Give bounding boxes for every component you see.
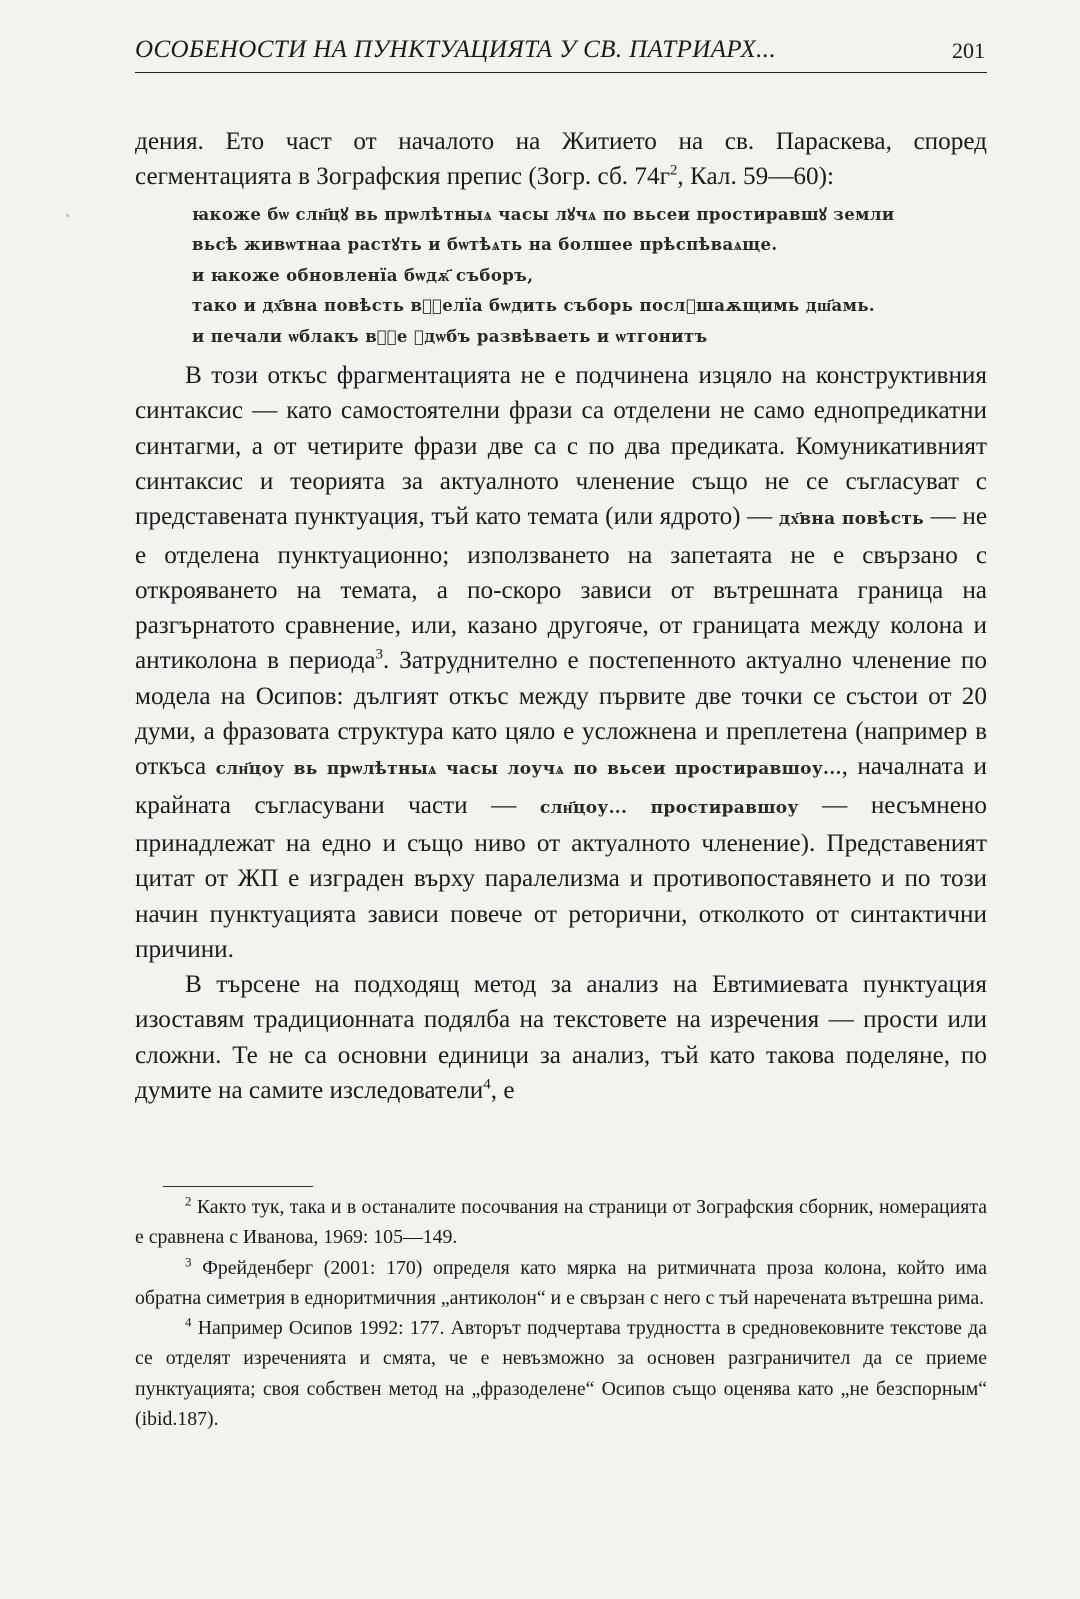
intro-paragraph: дения. Ето част от началото на Житието на св. Параскева, според сегментацията в Зографския препис (Зогр. сб. $74г^2$, Кал. 59—60): [135, 128, 987, 191]
quote-line-4: тако и дх҃вна повѣсть вⷭ҇елїа бѡдить съборь послꙋшаѫщимь дш҃амь. [192, 296, 876, 316]
footnote-3: $^3$ Фрейденберг (2001: 170) определя като мярка на ритмичната проза колона, който има обратна симетрия в едноритмичния „антиколон“ и е свързан с него с тъй наречената вътрешна рима. [135, 1254, 987, 1309]
running-title: ОСОБЕНОСТИ НА ПУНКТУАЦИЯТА У СВ. ПАТРИАРХ... [135, 36, 777, 63]
footnotes [135, 1192, 987, 1434]
slavonic-term-2: слн҃цоу вь прѡлѣтныѧ часы лоучѧ по вьсеи простиравшоу... [215, 759, 842, 780]
quote-line-5: и печали ѡблакъ вⷭ҇е ꙋдѡбъ развѣваеть и ѡтгонитъ [192, 326, 708, 346]
paragraph-2: В търсене на подходящ метод за анализ на Евтимиевата пунктуация изоставям традиционната подялба на текстовете на изречения — прости или сложни. Те не са основни единици за анализ, тъй като такова поделяне, по думите на самите изследователи$^4$, е [135, 971, 987, 1105]
quote-line-1: ꙗкоже бѡ слн҃цꙋ вь прѡлѣтныѧ часы лꙋчѧ по вьсеи простиравшꙋ земли [192, 204, 895, 224]
church-slavonic-quote [192, 200, 987, 353]
slavonic-term-1: дх҃вна повѣсть [778, 509, 925, 530]
slavonic-term-3: слн҃цоу... простиравшоу [539, 797, 799, 818]
paragraph-1: В този откъс фрагментацията не е подчинена изцяло на конструктивния синтаксис — като самостоятелни фрази са отделени не само еднопредикатни синтагми, а от четирите фрази две са с по два предиката. Комуникативният синтаксис и теорията за актуалното членение също не се съгласуват с представената пунктуация, тъй като темата (или ядрото) — дх҃вна повѣсть — не е отделена пунктуационно; използването на запетаята не е свързано с открояването на темата, а по-скоро зависи от вътрешната граница на разгърнатото сравнение, или, казано другояче, от границата между колона и антиколона в периода$^3$. Затруднително е постепенното актуално членение по модела на Осипов: дългият откъс между първите две точки се състои от 20 думи, а фразовата структура като цяло е усложнена и преплетена (например в откъса слн҃цоу вь прѡлѣтныѧ часы лоучѧ по вьсеи простиравшоу..., началната и крайната съгласувани части — слн҃цоу... простиравшоу — несъмнено принадлежат на едно и също ниво от актуалното членение). Представеният цитат от ЖП е изграден върху паралелизма и противопоставянето и по този начин пунктуацията зависи повече от реторични, отколкото от синтактични причини. [135, 362, 987, 963]
footnote-2: $^2$ Както тук, така и в останалите посочвания на страници от Зографския сборник, номерацията е сравнена с Иванова, 1969: 105—149. [135, 1193, 987, 1249]
footnote-ref-2: 2 [669, 162, 678, 179]
footnote-ref-3: 3 [375, 647, 384, 664]
footnote-ref-4: 4 [483, 1076, 491, 1093]
page-number: 201 [952, 38, 985, 63]
footnote-4: $^4$ Например Осипов 1992: 177. Авторът подчертава трудността в средновековните текстове да се отделят изреченията и смята, че е невъзможно за основен разграничител да се приеме пунктуацията; своя собствен метод на „фразоделене“ Осипов също оценява като „не безспорным“ (ibid.187). [135, 1314, 987, 1431]
footnote-divider [163, 1186, 313, 1187]
scan-speck [66, 214, 69, 217]
main-text [135, 124, 987, 1108]
running-head [135, 34, 987, 73]
quote-line-2: вьсѣ живѡтнаа растꙋть и бѡтѣѧть на болшее прѣспѣваѧще. [192, 235, 778, 255]
quote-line-3: и ꙗкоже обновленїа бѡдѫ҃ съборъ, [192, 265, 534, 285]
